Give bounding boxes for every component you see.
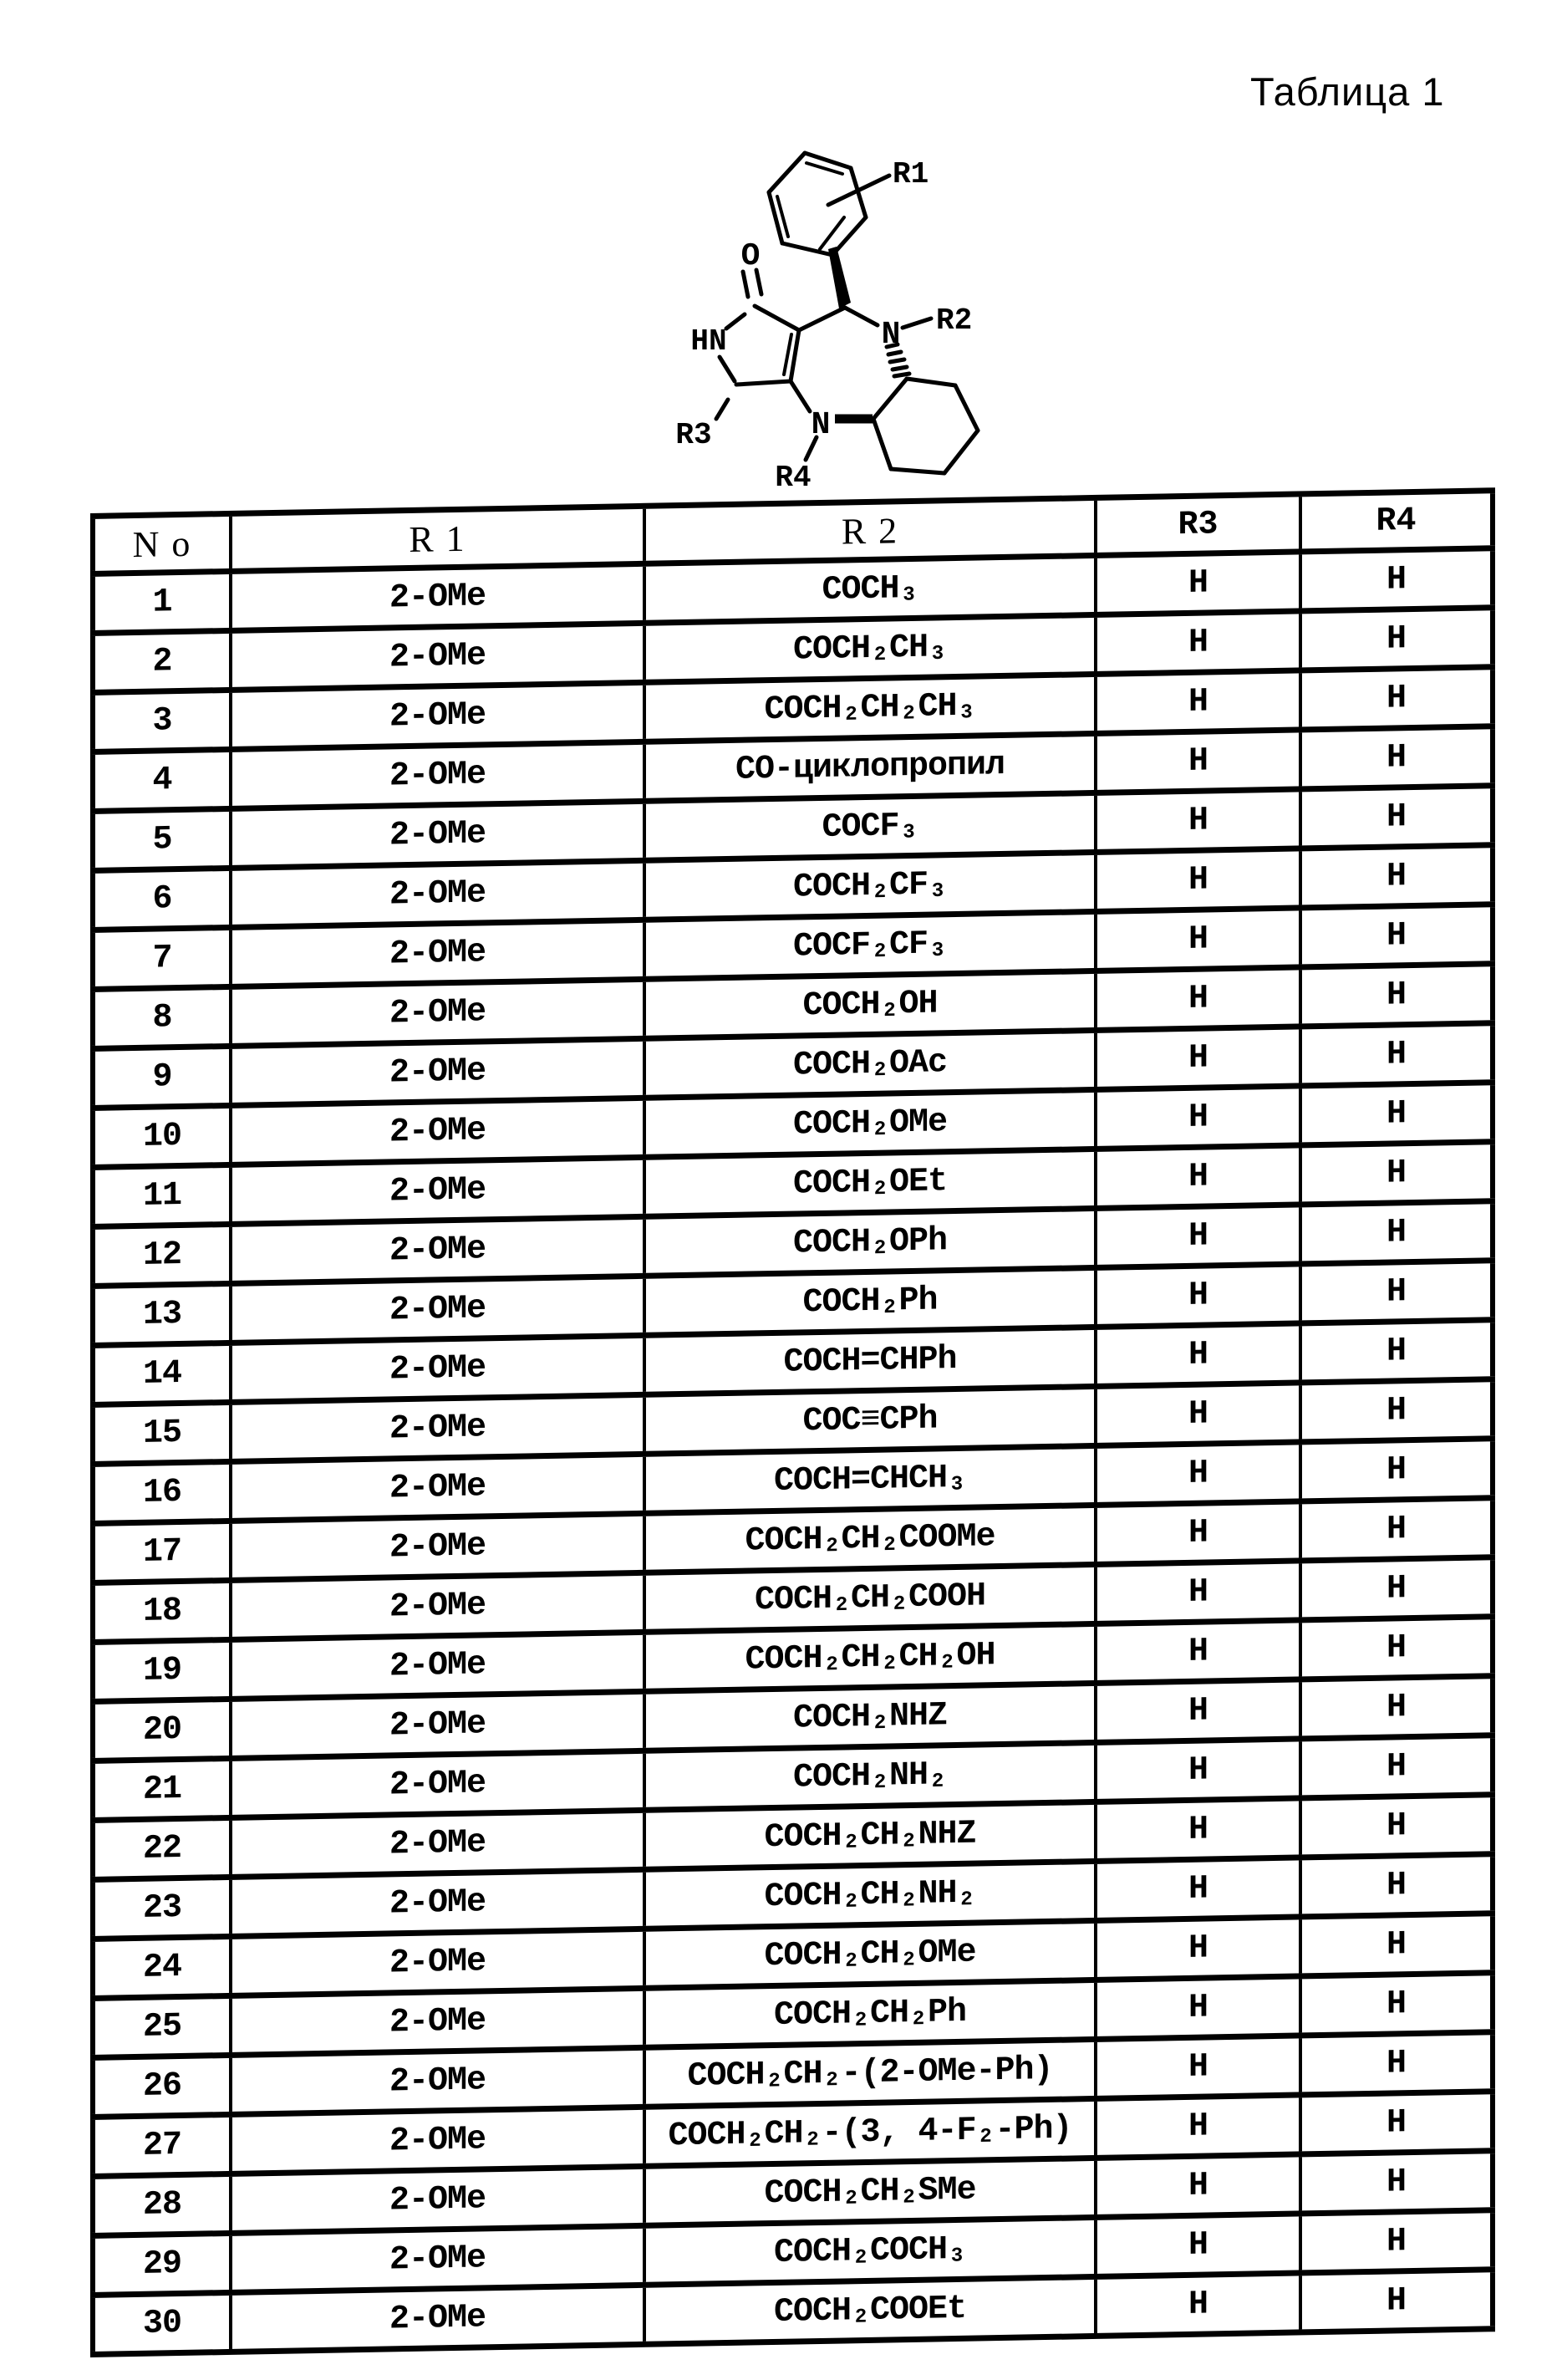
cell-r2: COCH₂Ph xyxy=(644,1267,1096,1335)
cell-r4: H xyxy=(1300,1914,1493,1976)
cell-r1: 2-OMe xyxy=(231,623,644,690)
cell-r1: 2-OMe xyxy=(231,2047,644,2114)
cell-r2: COCH₂NH₂ xyxy=(644,1742,1096,1810)
cell-r2: COCH=CHPh xyxy=(644,1327,1096,1394)
cell-no: 27 xyxy=(93,2114,231,2176)
cell-r1: 2-OMe xyxy=(231,1572,644,1639)
cell-r2: COCF₂CF₃ xyxy=(644,911,1096,979)
cell-r1: 2-OMe xyxy=(231,2225,644,2292)
cell-r2: COCH₃ xyxy=(644,555,1096,623)
cell-r4: H xyxy=(1300,845,1493,908)
cell-r2: COCH₂CH₂CH₃ xyxy=(644,674,1096,742)
cell-r4: H xyxy=(1300,1617,1493,1679)
cell-r1: 2-OMe xyxy=(231,1157,644,1224)
cell-r2: COCH₂CF₃ xyxy=(644,852,1096,920)
cell-no: 3 xyxy=(93,690,231,752)
pyrrolinone-ring xyxy=(716,270,799,419)
cell-r2: COCH₂CH₂-(3, 4-F₂-Ph) xyxy=(644,2098,1096,2166)
cell-r1: 2-OMe xyxy=(231,860,644,927)
table-container xyxy=(90,487,1495,2357)
cell-no: 28 xyxy=(93,2174,231,2235)
cell-r4: H xyxy=(1300,726,1493,789)
cell-r2: COCH₂OMe xyxy=(644,1089,1096,1157)
cell-r4: H xyxy=(1300,1023,1493,1086)
cell-r1: 2-OMe xyxy=(231,1751,644,1817)
cell-no: 16 xyxy=(93,1461,231,1523)
cell-no: 11 xyxy=(93,1165,231,1226)
cell-r3: H xyxy=(1096,1205,1300,1267)
amide-hn-label: HN xyxy=(690,324,727,359)
cell-r4: H xyxy=(1300,905,1493,967)
cell-r3: H xyxy=(1096,2095,1300,2158)
cell-r1: 2-OMe xyxy=(231,1394,644,1461)
cell-r3: H xyxy=(1096,789,1300,852)
cell-no: 9 xyxy=(93,1046,231,1108)
structure-diagram xyxy=(633,124,1028,517)
cell-r1: 2-OMe xyxy=(231,1216,644,1283)
cell-r3: H xyxy=(1096,1145,1300,1208)
cell-no: 21 xyxy=(93,1758,231,1820)
cell-r2: COCH₂OH xyxy=(644,971,1096,1038)
cell-r1: 2-OMe xyxy=(231,1632,644,1699)
r4-label: R4 xyxy=(775,461,812,495)
cell-r4: H xyxy=(1300,1973,1493,2036)
cell-r3: H xyxy=(1096,670,1300,733)
wedge-bond xyxy=(828,247,851,308)
cell-r3: H xyxy=(1096,1442,1300,1505)
cell-r2: COCH₂CH₂NHZ xyxy=(644,1802,1096,1869)
cell-r2: COCH₂CH₂NH₂ xyxy=(644,1861,1096,1929)
cell-r4: H xyxy=(1300,2270,1493,2332)
cell-r3: H xyxy=(1096,1976,1300,2039)
cell-r4: H xyxy=(1300,1795,1493,1858)
cell-r3: H xyxy=(1096,2214,1300,2276)
cell-no: 2 xyxy=(93,630,231,692)
cell-r3: H xyxy=(1096,1739,1300,1802)
cell-r1: 2-OMe xyxy=(231,801,644,868)
cell-no: 15 xyxy=(93,1402,231,1464)
benzene-ring xyxy=(769,153,866,255)
cell-r4: H xyxy=(1300,2032,1493,2095)
cell-r4: H xyxy=(1300,964,1493,1027)
cell-r1: 2-OMe xyxy=(231,1988,644,2055)
header-r4: R4 xyxy=(1300,491,1493,552)
cell-no: 6 xyxy=(93,868,231,930)
n-r4-label: N xyxy=(811,407,831,443)
cell-r2: COCH₂CH₂OMe xyxy=(644,1920,1096,1988)
cell-r3: H xyxy=(1096,1501,1300,1564)
cell-r3: H xyxy=(1096,1917,1300,1980)
cell-no: 18 xyxy=(93,1580,231,1642)
cell-r3: H xyxy=(1096,1323,1300,1386)
cell-r3: H xyxy=(1096,1086,1300,1149)
cell-r2: COCH₂OAc xyxy=(644,1030,1096,1098)
cell-no: 29 xyxy=(93,2233,231,2295)
r3-label: R3 xyxy=(675,418,712,452)
r1-label: R1 xyxy=(893,157,929,191)
cell-r1: 2-OMe xyxy=(231,2166,644,2233)
cell-r2: CO-циклопропил xyxy=(644,733,1096,801)
cell-r2: COCH₂CH₂COOH xyxy=(644,1564,1096,1632)
cell-r2: COCH₂CH₂SMe xyxy=(644,2158,1096,2225)
cell-r2: COCH₂CH₂CH₂OH xyxy=(644,1623,1096,1691)
cell-r3: H xyxy=(1096,611,1300,674)
cell-r3: H xyxy=(1096,1027,1300,1089)
cell-r4: H xyxy=(1300,1735,1493,1798)
cell-r2: COCH₂CH₂COOMe xyxy=(644,1505,1096,1572)
substituent-table xyxy=(90,487,1495,2357)
cell-r1: 2-OMe xyxy=(231,1038,644,1105)
cell-no: 22 xyxy=(93,1817,231,1879)
cell-r3: H xyxy=(1096,2273,1300,2336)
cell-no: 19 xyxy=(93,1639,231,1701)
cell-r2: COC≡CPh xyxy=(644,1386,1096,1454)
cell-r1: 2-OMe xyxy=(231,1810,644,1877)
cell-r3: H xyxy=(1096,2036,1300,2098)
cell-r1: 2-OMe xyxy=(231,920,644,986)
cell-r4: H xyxy=(1300,1083,1493,1145)
cell-r4: H xyxy=(1300,1557,1493,1620)
cell-r1: 2-OMe xyxy=(231,742,644,808)
cell-r1: 2-OMe xyxy=(231,2107,644,2174)
cell-r4: H xyxy=(1300,1320,1493,1383)
chemical-structure-figure xyxy=(633,124,1028,517)
cell-r1: 2-OMe xyxy=(231,682,644,749)
cell-r4: H xyxy=(1300,548,1493,611)
cell-r4: H xyxy=(1300,2151,1493,2214)
cell-r4: H xyxy=(1300,1261,1493,1323)
cell-no: 5 xyxy=(93,808,231,870)
cell-r3: H xyxy=(1096,967,1300,1030)
cell-r1: 2-OMe xyxy=(231,1454,644,1521)
cell-no: 10 xyxy=(93,1105,231,1167)
cell-r2: COCH₂OPh xyxy=(644,1208,1096,1276)
cyclohexane-ring xyxy=(873,379,978,473)
cell-r1: 2-OMe xyxy=(231,563,644,630)
cell-r3: H xyxy=(1096,1264,1300,1327)
cell-r4: H xyxy=(1300,1498,1493,1561)
cell-r3: H xyxy=(1096,2154,1300,2217)
cell-r2: COCH₂COCH₃ xyxy=(644,2217,1096,2285)
cell-r3: H xyxy=(1096,908,1300,971)
cell-r2: COCH₂NHZ xyxy=(644,1683,1096,1751)
cell-r4: H xyxy=(1300,1854,1493,1917)
cell-r3: H xyxy=(1096,1798,1300,1861)
cell-r4: H xyxy=(1300,1439,1493,1501)
cell-no: 14 xyxy=(93,1343,231,1404)
cell-r4: H xyxy=(1300,1201,1493,1264)
cell-r2: COCH=CHCH₃ xyxy=(644,1445,1096,1513)
cell-r4: H xyxy=(1300,1142,1493,1205)
cell-no: 17 xyxy=(93,1521,231,1582)
cell-r4: H xyxy=(1300,667,1493,730)
cell-r2: COCH₂CH₂-(2-OMe-Ph) xyxy=(644,2039,1096,2107)
cell-no: 30 xyxy=(93,2292,231,2354)
cell-r4: H xyxy=(1300,1676,1493,1739)
header-r3: R3 xyxy=(1096,494,1300,555)
cell-no: 25 xyxy=(93,1995,231,2057)
cell-no: 20 xyxy=(93,1699,231,1761)
header-r1: R 1 xyxy=(231,506,644,571)
cell-r3: H xyxy=(1096,730,1300,792)
cell-r2: COCH₂OEt xyxy=(644,1149,1096,1216)
cell-r4: H xyxy=(1300,1379,1493,1442)
page-title: Таблица 1 xyxy=(1250,69,1445,114)
cell-r1: 2-OMe xyxy=(231,1335,644,1402)
header-no: N o xyxy=(93,513,231,573)
carbonyl-o-label: O xyxy=(740,238,761,274)
cell-r3: H xyxy=(1096,1679,1300,1742)
cell-no: 24 xyxy=(93,1936,231,1998)
cell-r3: H xyxy=(1096,1620,1300,1683)
cell-r1: 2-OMe xyxy=(231,1869,644,1936)
cell-r2: COCH₂CH₃ xyxy=(644,614,1096,682)
cell-r1: 2-OMe xyxy=(231,1513,644,1580)
cell-r1: 2-OMe xyxy=(231,1929,644,1995)
cell-r1: 2-OMe xyxy=(231,979,644,1046)
cell-r3: H xyxy=(1096,1561,1300,1623)
cell-r1: 2-OMe xyxy=(231,1276,644,1343)
r2-label: R2 xyxy=(936,303,973,338)
table-body xyxy=(93,548,1493,2355)
cell-r4: H xyxy=(1300,608,1493,670)
header-r2: R 2 xyxy=(644,497,1096,563)
cell-r3: H xyxy=(1096,1383,1300,1445)
cell-r4: H xyxy=(1300,786,1493,849)
cell-no: 13 xyxy=(93,1283,231,1345)
cell-r3: H xyxy=(1096,1858,1300,1920)
cell-no: 7 xyxy=(93,927,231,989)
cell-r4: H xyxy=(1300,2092,1493,2154)
cell-no: 4 xyxy=(93,749,231,811)
cell-r2: COCH₂CH₂Ph xyxy=(644,1980,1096,2047)
cell-no: 1 xyxy=(93,571,231,633)
cell-r1: 2-OMe xyxy=(231,1098,644,1165)
cell-no: 23 xyxy=(93,1877,231,1939)
cell-no: 12 xyxy=(93,1224,231,1286)
n-r2-label: N xyxy=(881,317,901,353)
cell-r1: 2-OMe xyxy=(231,1691,644,1758)
cell-no: 8 xyxy=(93,986,231,1048)
cell-r2: COCH₂COOEt xyxy=(644,2276,1096,2344)
cell-r2: COCF₃ xyxy=(644,792,1096,860)
cell-r1: 2-OMe xyxy=(231,2285,644,2352)
cell-r4: H xyxy=(1300,2210,1493,2273)
cell-r3: H xyxy=(1096,552,1300,614)
cell-r3: H xyxy=(1096,849,1300,911)
cell-no: 26 xyxy=(93,2055,231,2117)
